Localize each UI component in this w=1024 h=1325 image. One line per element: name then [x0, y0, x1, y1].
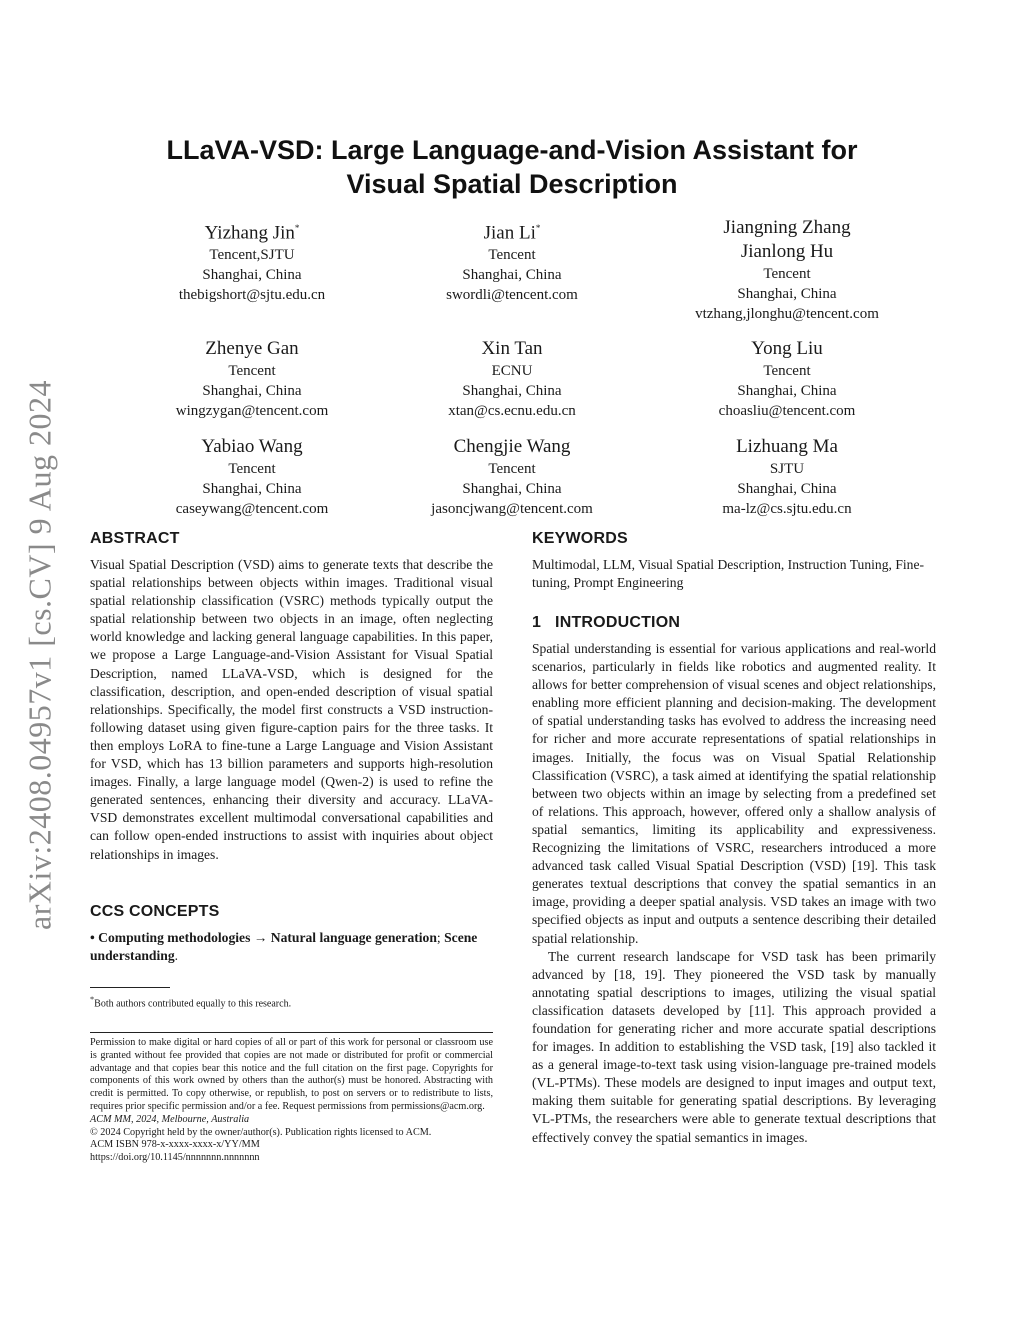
author-block — [112, 337, 392, 421]
author-block — [647, 337, 927, 421]
author-affiliation: Tencent — [228, 363, 276, 379]
author-email: jasoncjwang@tencent.com — [431, 501, 593, 517]
author-email: xtan@cs.ecnu.edu.cn — [448, 403, 576, 419]
paper-title — [100, 133, 924, 201]
author-name: Chengjie Wang — [453, 436, 571, 457]
abstract-text: Visual Spatial Description (VSD) aims to generate texts that describe the spatial relationships between objects within images. Traditional visual spatial relationship classification (VSRC) methods typically output the spatial relationship between two objects in an image, often neglecting world knowledge and lacking general language capabilities. In this paper, we propose a Large Language-and-Vision Assistant for Visual Spatial Description, named LLaVA-VSD, which is designed for the classification, description, and open-ended description of visual spatial relationships. Specifically, the model first constructs a VSD instruction-following dataset using given figure-caption pairs for the three tasks. It then employs LoRA to fine-tune a Large Language and Vision Assistant for VSD, which has 13 billion parameters and supports high-resolution images. Finally, a large language model (Qwen-2) is used to refine the generated sentences, enhancing their diversity and accuracy. LLaVA-VSD demonstrates excellent multimodal conversational capabilities and can follow open-ended instructions to assist with inquiries about object relationships in images. — [90, 557, 493, 862]
author-location: Shanghai, China — [737, 286, 837, 302]
author-email: thebigshort@sjtu.edu.cn — [178, 287, 326, 304]
introduction-body — [532, 640, 936, 1147]
arxiv-sidebar — [20, 355, 60, 955]
intro-paragraph-1: Spatial understanding is essential for various applications and real-world scenarios, particularly in fields like robotics and augmented reality. It allows for better comprehension of visual scenes and object relationships, enabling more efficient planning and decision-making. The development of spatial understanding tasks has evolved to address the increasing need for richer and more accurate representations of spatial relationships in images. Initially, the focus was on Visual Spatial Relationship Classification (VSRC), a task aimed at identifying the spatial relationship between two objects within an image by selecting from a predefined set of relations. This approach, however, offered only a shallow analysis of spatial semantics, limiting its applicability and expressiveness. Recognizing the limitations of VSRC, researchers introduced a more advanced task called Visual Spatial Description (VSD) [19]. This task generates textual descriptions that convey the spatial semantics in an image, providing a deeper spatial analysis. VSD takes an image with two specified objects as input and outputs a sentence describing their detailed spatial relationship. — [532, 641, 936, 946]
author-email: vtzhang,jlonghu@tencent.com — [695, 306, 879, 322]
author-email: caseywang@tencent.com — [175, 501, 329, 517]
author-block — [372, 337, 652, 421]
author-affiliation: Tencent — [488, 247, 536, 264]
title-line-2: Visual Spatial Description — [346, 169, 678, 199]
author-affiliation: Tencent — [763, 266, 811, 282]
keywords-text: Multimodal, LLM, Visual Spatial Description, Instruction Tuning, Fine-tuning, Prompt Engineering — [532, 557, 925, 591]
author-email: wingzygan@tencent.com — [175, 403, 329, 419]
author-email: ma-lz@cs.sjtu.edu.cn — [722, 501, 852, 517]
author-name: Lizhuang Ma — [736, 436, 838, 457]
abstract-heading: ABSTRACT — [90, 530, 180, 547]
abstract-section — [90, 530, 493, 864]
author-affiliation: ECNU — [491, 363, 533, 379]
isbn: ACM ISBN 978-x-xxxx-xxxx-x/YY/MM — [90, 1139, 260, 1151]
author-email: choasliu@tencent.com — [718, 403, 856, 419]
author-affiliation: SJTU — [769, 461, 805, 477]
footnote-rule — [90, 987, 170, 988]
author-location: Shanghai, China — [462, 383, 562, 399]
intro-paragraph-2: The current research landscape for VSD task has been primarily advanced by [18, 19]. They pioneered the VSD task by manually annotating spatial descriptions to images, utilizing the visual spatial classification datasets developed by [11]. This approach provided a foundation for generating richer and more accurate spatial descriptions for images. In addition to establishing the VSD task, [19] also tackled it as a general image-to-text task using vision-language pre-trained models (VL-PTMs). These models are designed to input images and output text, making them suitable for generating spatial descriptions. By leveraging VL-PTMs, the researchers were able to generate textual descriptions that effectively convey the spatial semantics in images. — [532, 948, 936, 1145]
introduction-heading: 1 INTRODUCTION — [532, 614, 681, 631]
author-location: Shanghai, China — [462, 481, 562, 497]
author-location: Shanghai, China — [462, 267, 562, 284]
author-name: Xin Tan — [481, 338, 543, 359]
keywords-heading: KEYWORDS — [532, 530, 628, 547]
ccs-heading: CCS CONCEPTS — [90, 903, 220, 920]
author-affiliation: Tencent — [763, 363, 811, 379]
author-location: Shanghai, China — [202, 383, 302, 399]
title-line-1: LLaVA-VSD: Large Language-and-Vision Assistant for — [166, 135, 858, 165]
permission-block — [90, 1037, 493, 1165]
author-location: Shanghai, China — [202, 481, 302, 497]
author-block — [372, 216, 652, 305]
author-name: Jianlong Hu — [740, 241, 834, 262]
permission-text: Permission to make digital or hard copies of all or part of this work for personal or classroom use is granted without fee provided that copies are not made or distributed for profit or commercial advantage and that copies bear this notice and the full citation on the first page. Copyrights for components of this work owned by others than the author(s) must be honored. Abstracting with credit is permitted. To copy otherwise, or republish, to post on servers or to redistribute to lists, requires prior specific permission and/or a fee. Request permissions from permissions@acm.org. — [90, 1037, 493, 1112]
arxiv-identifier: arXiv:2408.04957v1 [cs.CV] 9 Aug 2024 — [21, 379, 58, 931]
author-name: Jian Li* — [483, 222, 541, 244]
author-name: Zhenye Gan — [205, 338, 299, 359]
author-location: Shanghai, China — [202, 267, 302, 284]
footnote: *Both authors contributed equally to this research. — [90, 995, 292, 1010]
keywords-section — [532, 530, 936, 592]
copyright: © 2024 Copyright held by the owner/author(s). Publication rights licensed to ACM. — [90, 1126, 432, 1138]
author-email: swordli@tencent.com — [446, 287, 578, 304]
author-name: Yabiao Wang — [201, 436, 303, 457]
author-block — [112, 435, 392, 519]
introduction-section — [532, 614, 936, 1147]
author-block — [647, 435, 927, 519]
doi: https://doi.org/10.1145/nnnnnnn.nnnnnnn — [90, 1152, 260, 1164]
author-block — [112, 216, 392, 305]
author-location: Shanghai, China — [737, 481, 837, 497]
author-affiliation: Tencent — [228, 461, 276, 477]
author-affiliation: Tencent,SJTU — [209, 247, 295, 264]
author-block — [647, 216, 927, 324]
author-name: Yong Liu — [751, 338, 823, 359]
author-block — [372, 435, 652, 519]
author-location: Shanghai, China — [737, 383, 837, 399]
venue: ACM MM, 2024, Melbourne, Australia — [90, 1113, 250, 1125]
author-name: Yizhang Jin* — [204, 222, 300, 244]
author-name: Jiangning Zhang — [723, 217, 851, 238]
permission-rule — [90, 1032, 493, 1033]
ccs-section — [90, 903, 493, 965]
ccs-concepts: • Computing methodologies → Natural language generation; Scene understanding. — [90, 930, 478, 964]
author-affiliation: Tencent — [488, 461, 536, 477]
